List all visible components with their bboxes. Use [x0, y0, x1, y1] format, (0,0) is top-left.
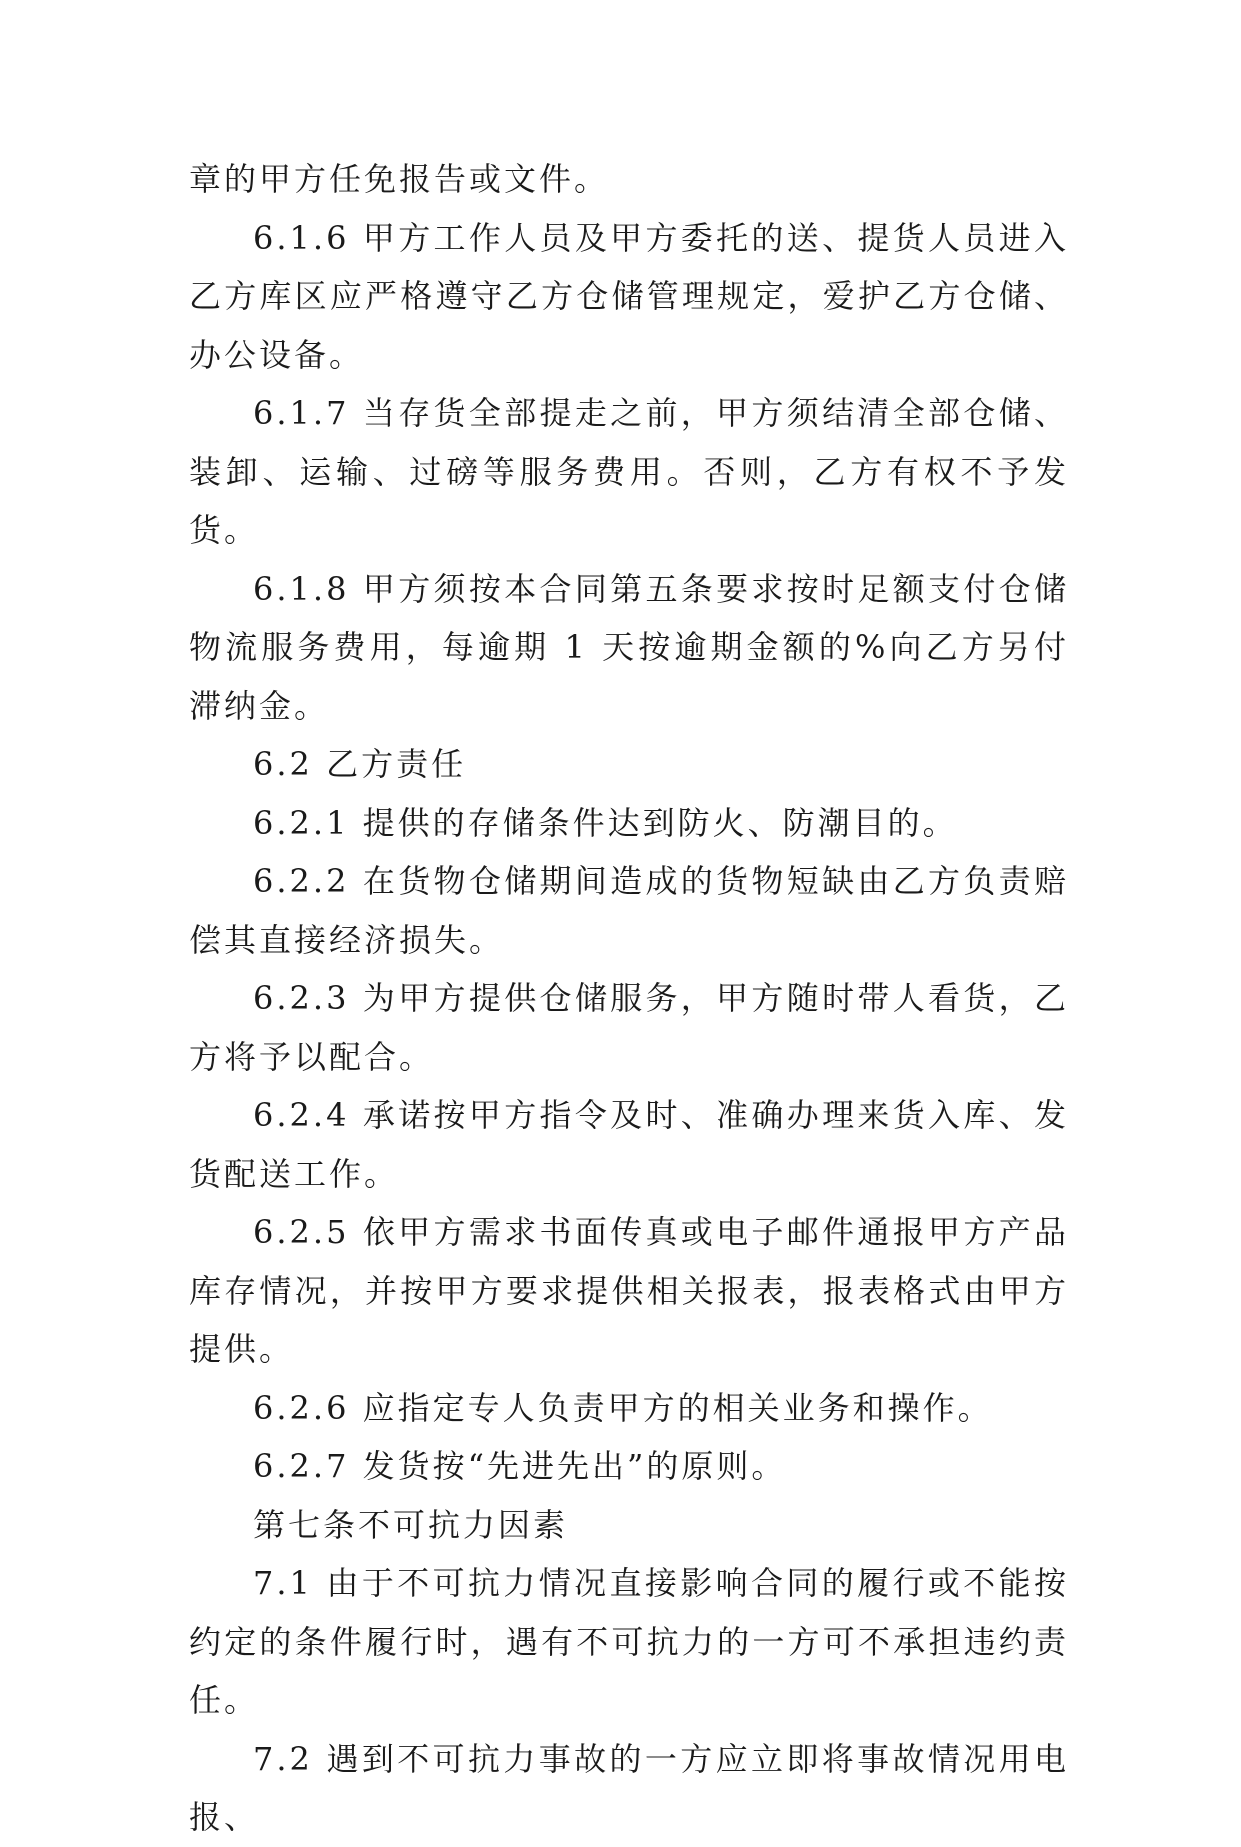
paragraph-continuation: 章的甲方任免报告或文件。	[189, 160, 610, 198]
paragraph-6-2-3: 6.2.3 为甲方提供仓储服务，甲方随时带人看货，乙方将予以配合。	[189, 979, 1069, 1076]
paragraph-7-1: 7.1 由于不可抗力情况直接影响合同的履行或不能按约定的条件履行时，遇有不可抗力的一方可不承担违约责任。	[189, 1564, 1069, 1719]
paragraph-6-2-4: 6.2.4 承诺按甲方指令及时、准确办理来货入库、发货配送工作。	[189, 1096, 1069, 1193]
paragraph-6-2-6: 6.2.6 应指定专人负责甲方的相关业务和操作。	[253, 1388, 993, 1427]
section-heading-6-2: 6.2 乙方责任	[253, 745, 467, 783]
paragraph-6-2-1: 6.2.1 提供的存储条件达到防火、防潮目的。	[253, 803, 958, 842]
paragraph-6-1-6: 6.1.6 甲方工作人员及甲方委托的送、提货人员进入乙方库区应严格遵守乙方仓储管理规定，爱护乙方仓储、办公设备。	[189, 218, 1069, 374]
paragraph-7-2: 7.2 遇到不可抗力事故的一方应立即将事故情况用电报、	[189, 1739, 1069, 1836]
article-heading-7: 第七条不可抗力因素	[253, 1505, 569, 1544]
paragraph-6-2-7: 6.2.7 发货按“先进先出”的原则。	[253, 1447, 787, 1485]
paragraph-6-1-8: 6.1.8 甲方须按本合同第五条要求按时足额支付仓储物流服务费用，每逾期 1 天按逾期金额的%向乙方另付滞纳金。	[189, 569, 1069, 725]
paragraph-6-2-5: 6.2.5 依甲方需求书面传真或电子邮件通报甲方产品库存情况，并按甲方要求提供相关报表，报表格式由甲方提供。	[189, 1213, 1069, 1368]
document-body	[189, 150, 1069, 1847]
paragraph-6-2-2: 6.2.2 在货物仓储期间造成的货物短缺由乙方负责赔偿其直接经济损失。	[189, 862, 1069, 959]
paragraph-6-1-7: 6.1.7 当存货全部提走之前，甲方须结清全部仓储、装卸、运输、过磅等服务费用。否则，乙方有权不予发货。	[189, 394, 1069, 549]
